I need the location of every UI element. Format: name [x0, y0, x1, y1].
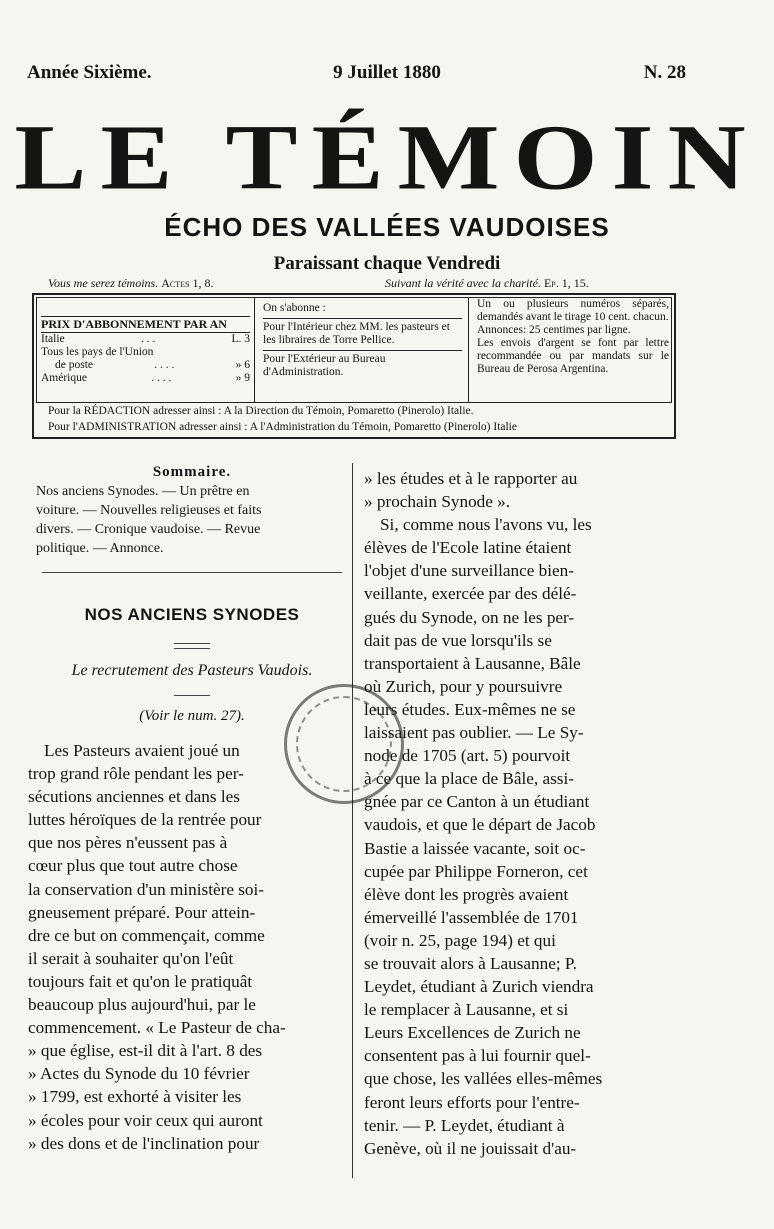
- text-line: cœur plus que tout autre chose: [28, 856, 238, 876]
- price-heading: PRIX D'ABBONNEMENT PAR AN: [41, 316, 250, 333]
- text-line: dre ce but on commençait, comme: [28, 925, 265, 945]
- text-line: feront leurs efforts pour l'entre-: [364, 1092, 580, 1112]
- text-line: gués du Synode, on ne les per-: [364, 607, 575, 627]
- text-line: node de 1705 (art. 5) pourvoit: [364, 746, 571, 766]
- abonne-interior: Pour l'Intérieur chez MM. les pasteurs et les libraires de Torre Pellice.: [263, 318, 462, 347]
- sommaire: [36, 463, 348, 573]
- divider: [42, 572, 342, 573]
- text-line: laissaient pas oublier. — Le Sy-: [364, 723, 584, 743]
- motto-right: [385, 276, 589, 291]
- publication-frequency: Paraissant chaque Vendredi: [273, 253, 501, 274]
- sommaire-line: Nos anciens Synodes. — Un prêtre en: [36, 484, 250, 499]
- article-title: NOS ANCIENS SYNODES: [84, 605, 300, 624]
- newspaper-title: LE TÉMOIN: [14, 106, 760, 210]
- text-line: » les études et à le rapporter au: [364, 469, 578, 488]
- price-row: Italie . . . L. 3: [41, 333, 250, 345]
- column-divider: [352, 463, 353, 1178]
- sommaire-line: divers. — Cronique vaudoise. — Revue: [36, 522, 261, 537]
- text-line: cupée par Philippe Forneron, cet: [364, 861, 588, 881]
- text-line: (voir n. 25, page 194) et qui: [364, 930, 556, 950]
- text-line: il serait à souhaiter qu'on l'eût: [28, 948, 234, 968]
- text-line: émerveillé l'assemblée de 1701: [364, 907, 579, 927]
- text-line: que nos pères n'eussent pas à: [28, 833, 228, 853]
- motto-left-text: Vous me serez témoins.: [48, 276, 159, 290]
- sommaire-title: Sommaire.: [152, 464, 232, 480]
- text-line: Leurs Excellences de Zurich ne: [364, 1023, 581, 1043]
- text-line: » des dons et de l'inclination pour: [28, 1133, 260, 1153]
- text-line: Leydet, étudiant à Zurich viendra: [364, 977, 594, 997]
- text-line: Les Pasteurs avaient joué un: [44, 741, 240, 760]
- text-line: élève dont les progrès avaient: [364, 884, 569, 904]
- text-line: où Zurich, pour y poursuivre: [364, 676, 563, 696]
- text-line: commencement. « Le Pasteur de cha-: [28, 1018, 286, 1038]
- article-column-2: [364, 467, 685, 1160]
- text-line: leurs études. Eux-mêmes ne se: [364, 699, 576, 719]
- price-row: Amérique . . . . » 9: [41, 372, 250, 384]
- abonne-column: [257, 298, 469, 402]
- article-column-1: [28, 739, 347, 1155]
- divider: [174, 648, 210, 649]
- text-line: le remplacer à Lausanne, et si: [364, 1000, 569, 1020]
- motto-right-ref: Ep. 1, 15.: [543, 276, 589, 290]
- text-line: Si, comme nous l'avons vu, les: [380, 515, 592, 535]
- text-line: » Actes du Synode du 10 février: [28, 1064, 250, 1084]
- text-line: la conservation d'un ministère soi-: [28, 879, 265, 899]
- year-label: Année Sixième.: [27, 62, 152, 83]
- text-line: trop grand rôle pendant les per-: [28, 764, 244, 784]
- subscription-box: [32, 293, 676, 439]
- issue-date: 9 Juillet 1880: [333, 62, 441, 83]
- article-subtitle: Le recrutement des Pasteurs Vaudois.: [71, 662, 313, 679]
- article-reference: (Voir le num. 27).: [139, 708, 245, 724]
- sommaire-line: voiture. — Nouvelles religieuses et faits: [36, 503, 262, 518]
- annonces-note: Annonces: 25 centimes par ligne.: [477, 324, 631, 336]
- text-line: dait pas de vue lorsqu'ils se: [364, 630, 552, 650]
- text-line: » que église, est-il dit à l'art. 8 des: [28, 1041, 263, 1061]
- text-line: tenir. — P. Leydet, étudiant à: [364, 1115, 565, 1135]
- text-line: » 1799, est exhorté à visiter les: [28, 1087, 242, 1107]
- divider: [174, 695, 210, 696]
- redaction-address: Pour la RÉDACTION adresser ainsi : A la Direction du Témoin, Pomaretto (Pinerolo) Italie.: [48, 405, 474, 417]
- text-line: se trouvait alors à Lausanne; P.: [364, 953, 577, 973]
- text-line: toujours fait et qu'on le pratiquât: [28, 971, 253, 991]
- text-line: gneusement préparé. Pour attein-: [28, 902, 256, 922]
- text-line: beaucoup plus aujourd'hui, par le: [28, 995, 256, 1015]
- price-row: de poste . . . . » 6: [55, 359, 250, 371]
- text-line: luttes héroïques de la rentrée pour: [28, 810, 262, 830]
- abonne-exterior: Pour l'Extérieur au Bureau d'Administration.: [263, 350, 462, 379]
- text-line: Genève, où il ne jouissait d'au-: [364, 1138, 577, 1158]
- text-line: à ce que la place de Bâle, assi-: [364, 769, 574, 789]
- motto-left: [48, 276, 213, 291]
- envois-note: Les envois d'argent se font par lettre recommandée ou par mandats sur le Bureau de Perosa Argentina.: [477, 337, 669, 375]
- text-line: l'objet d'une surveillance bien-: [364, 561, 574, 581]
- text-line: veillante, exercée par des délé-: [364, 584, 577, 604]
- notes-column: [471, 298, 675, 402]
- issue-number: N. 28: [643, 62, 686, 83]
- text-line: consentent pas à lui fournir quel-: [364, 1046, 591, 1066]
- text-line: » écoles pour voir ceux qui auront: [28, 1110, 263, 1130]
- text-line: sécutions anciennes et dans les: [28, 787, 240, 807]
- text-line: que chose, les vallées elles-mêmes: [364, 1069, 603, 1089]
- newspaper-subtitle: ÉCHO DES VALLÉES VAUDOISES: [164, 212, 610, 242]
- numbers-note: Un ou plusieurs numéros séparés, demandés avant le tirage 10 cent. chacun.: [477, 298, 669, 323]
- sommaire-line: politique. — Annonce.: [36, 541, 164, 556]
- text-line: » prochain Synode ».: [364, 492, 511, 512]
- text-line: élèves de l'Ecole latine étaient: [364, 538, 572, 558]
- text-line: gnée par ce Canton à un étudiant: [364, 792, 590, 812]
- divider: [174, 643, 210, 644]
- motto-left-ref: Actes 1, 8.: [161, 276, 214, 290]
- price-column: [37, 298, 255, 402]
- administration-address: Pour l'ADMINISTRATION adresser ainsi : A l'Administration du Témoin, Pomaretto (Pinerolo) Italie: [48, 421, 517, 433]
- text-line: Bastie a laissée vacante, soit oc-: [364, 838, 586, 858]
- text-line: vaudois, et que le départ de Jacob: [364, 815, 596, 835]
- abonne-heading: On s'abonne :: [263, 302, 326, 314]
- price-row: Tous les pays de l'Union: [41, 346, 154, 358]
- text-line: transportaient à Lausanne, Bâle: [364, 653, 581, 673]
- motto-right-text: Suivant la vérité avec la charité.: [385, 276, 541, 290]
